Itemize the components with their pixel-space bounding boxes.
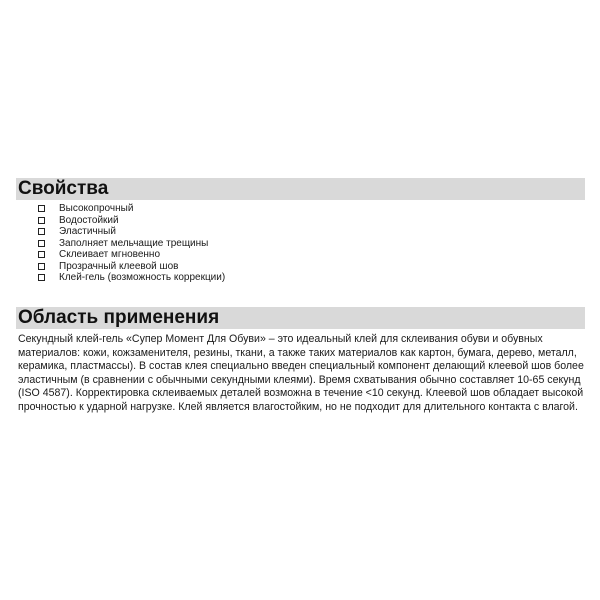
checkbox-square-icon [38,217,45,224]
application-section-header [16,307,585,329]
properties-list [38,203,225,284]
list-item-label: Водостойкий [59,214,119,226]
list-item-label: Прозрачный клеевой шов [59,260,179,272]
properties-section-header [16,178,585,200]
properties-title: Свойства [18,178,109,199]
checkbox-square-icon [38,228,45,235]
list-item-label: Высокопрочный [59,203,134,214]
list-item [38,215,225,227]
checkbox-square-icon [38,274,45,281]
application-description: Секундный клей-гель «Супер Момент Для Обуви» – это идеальный клей для склеивания обуви и обувных материалов: кожи, кожзаменителя, резины, ткани, а также таких материалов как картон, бумага, дерево, металл, керамика, пластмассы). В состав клея специально введен специальный компонент делающий клеевой шов более эластичным (в сравнении с обычными секундными клеями). Время схватывания обычно составляет 10-65 секунд (ISO 4587). Корректировка склеиваемых деталей возможна в течение <10 секунд. Клеевой шов обладает высокой прочностью к ударной нагрузке. Клей является влагостойким, но не подходит для длительного контакта с влагой. [18,333,584,413]
checkbox-square-icon [38,251,45,258]
checkbox-square-icon [38,240,45,247]
list-item [38,272,225,284]
list-item [38,261,225,273]
list-item-label: Клей-гель (возможность коррекции) [59,272,226,283]
list-item [38,238,225,250]
list-item [38,203,225,215]
list-item [38,249,225,261]
list-item-label: Эластичный [59,226,116,237]
list-item-label: Склеивает мгновенно [59,249,161,260]
application-title: Область применения [18,307,220,328]
checkbox-square-icon [38,263,45,270]
checkbox-square-icon [38,205,45,212]
list-item-label: Заполняет мельчащие трещины [59,237,209,249]
list-item [38,226,225,238]
